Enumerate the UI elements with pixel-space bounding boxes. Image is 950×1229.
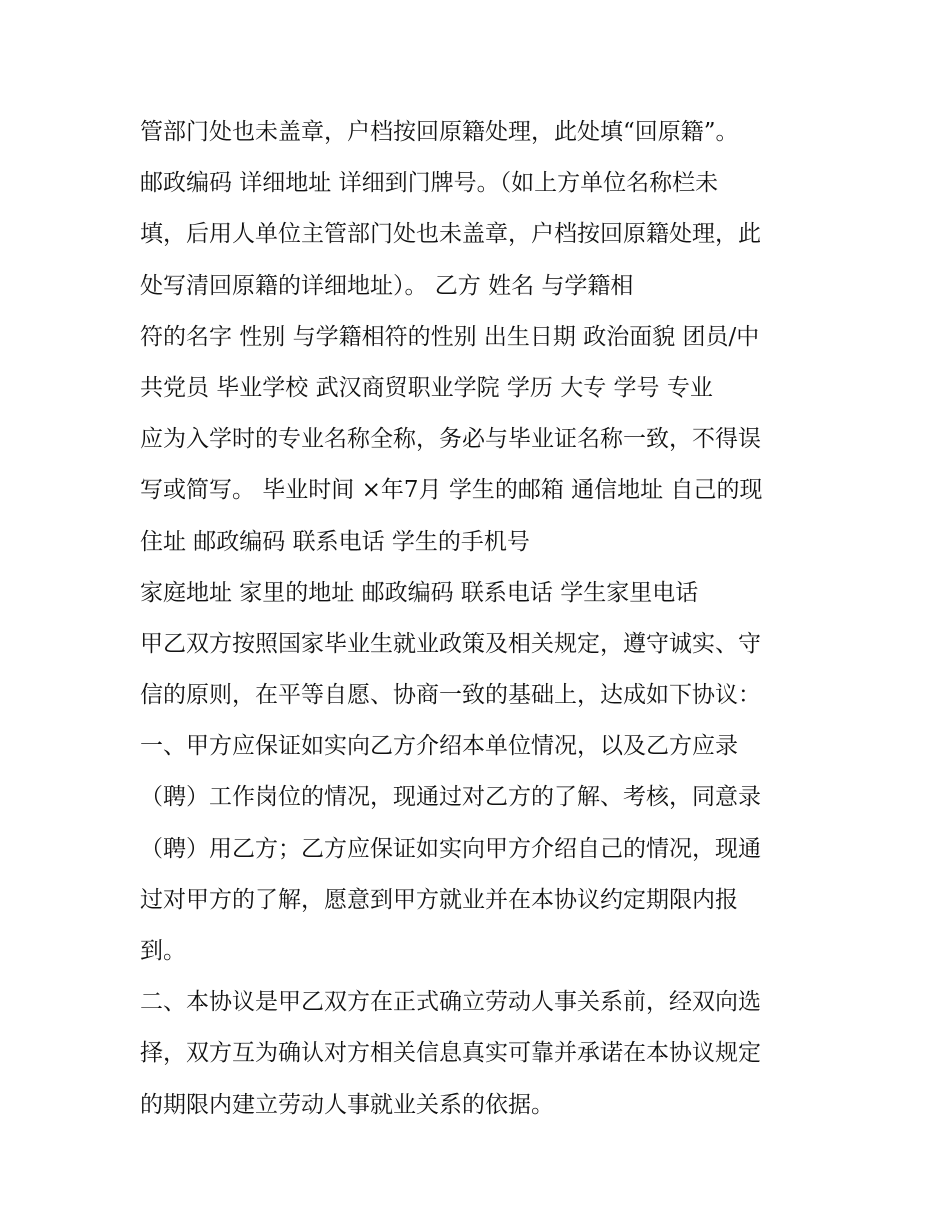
text-line: 填，后用人单位主管部门处也未盖章，户档按回原籍处理，此: [140, 221, 761, 248]
text-line: 符的名字 性别 与学籍相符的性别 出生日期 政治面貌 团员/中: [140, 323, 760, 350]
text-line: 共党员 毕业学校 武汉商贸职业学院 学历 大专 学号 专业: [140, 374, 713, 401]
text-line: 甲乙双方按照国家毕业生就业政策及相关规定，遵守诚实、守: [140, 630, 761, 657]
document-body: [140, 107, 840, 1131]
text-line: 管部门处也未盖章，户档按回原籍处理，此处填“回原籍”。: [140, 119, 739, 145]
text-line: 处写清回原籍的详细地址）。 乙方 姓名 与学籍相: [140, 272, 634, 299]
text-line: 写或简写。 毕业时间 ×年7月 学生的邮箱 通信地址 自己的现: [140, 477, 763, 504]
text-line: 过对甲方的了解，愿意到甲方就业并在本协议约定期限内报: [140, 886, 738, 913]
text-line: 住址 邮政编码 联系电话 学生的手机号: [140, 528, 530, 555]
text-line: 邮政编码 详细地址 详细到门牌号。（如上方单位名称栏未: [140, 170, 719, 197]
text-line: 应为入学时的专业名称全称，务必与毕业证名称一致，不得误: [140, 426, 761, 453]
text-line: 二、本协议是甲乙双方在正式确立劳动人事关系前，经双向选: [140, 989, 761, 1016]
text-line: 择，双方互为确认对方相关信息真实可靠并承诺在本协议规定: [140, 1040, 761, 1067]
text-line: 到。: [140, 938, 186, 964]
text-line: 家庭地址 家里的地址 邮政编码 联系电话 学生家里电话: [140, 579, 699, 606]
text-line: 一、甲方应保证如实向乙方介绍本单位情况，以及乙方应录: [140, 733, 738, 760]
text-line: 的期限内建立劳动人事就业关系的依据。: [140, 1091, 554, 1118]
text-line: （聘）用乙方；乙方应保证如实向甲方介绍自己的情况，现通: [140, 835, 761, 862]
text-line: （聘）工作岗位的情况，现通过对乙方的了解、考核，同意录: [140, 784, 761, 811]
text-line: 信的原则，在平等自愿、协商一致的基础上，达成如下协议：: [140, 682, 761, 709]
